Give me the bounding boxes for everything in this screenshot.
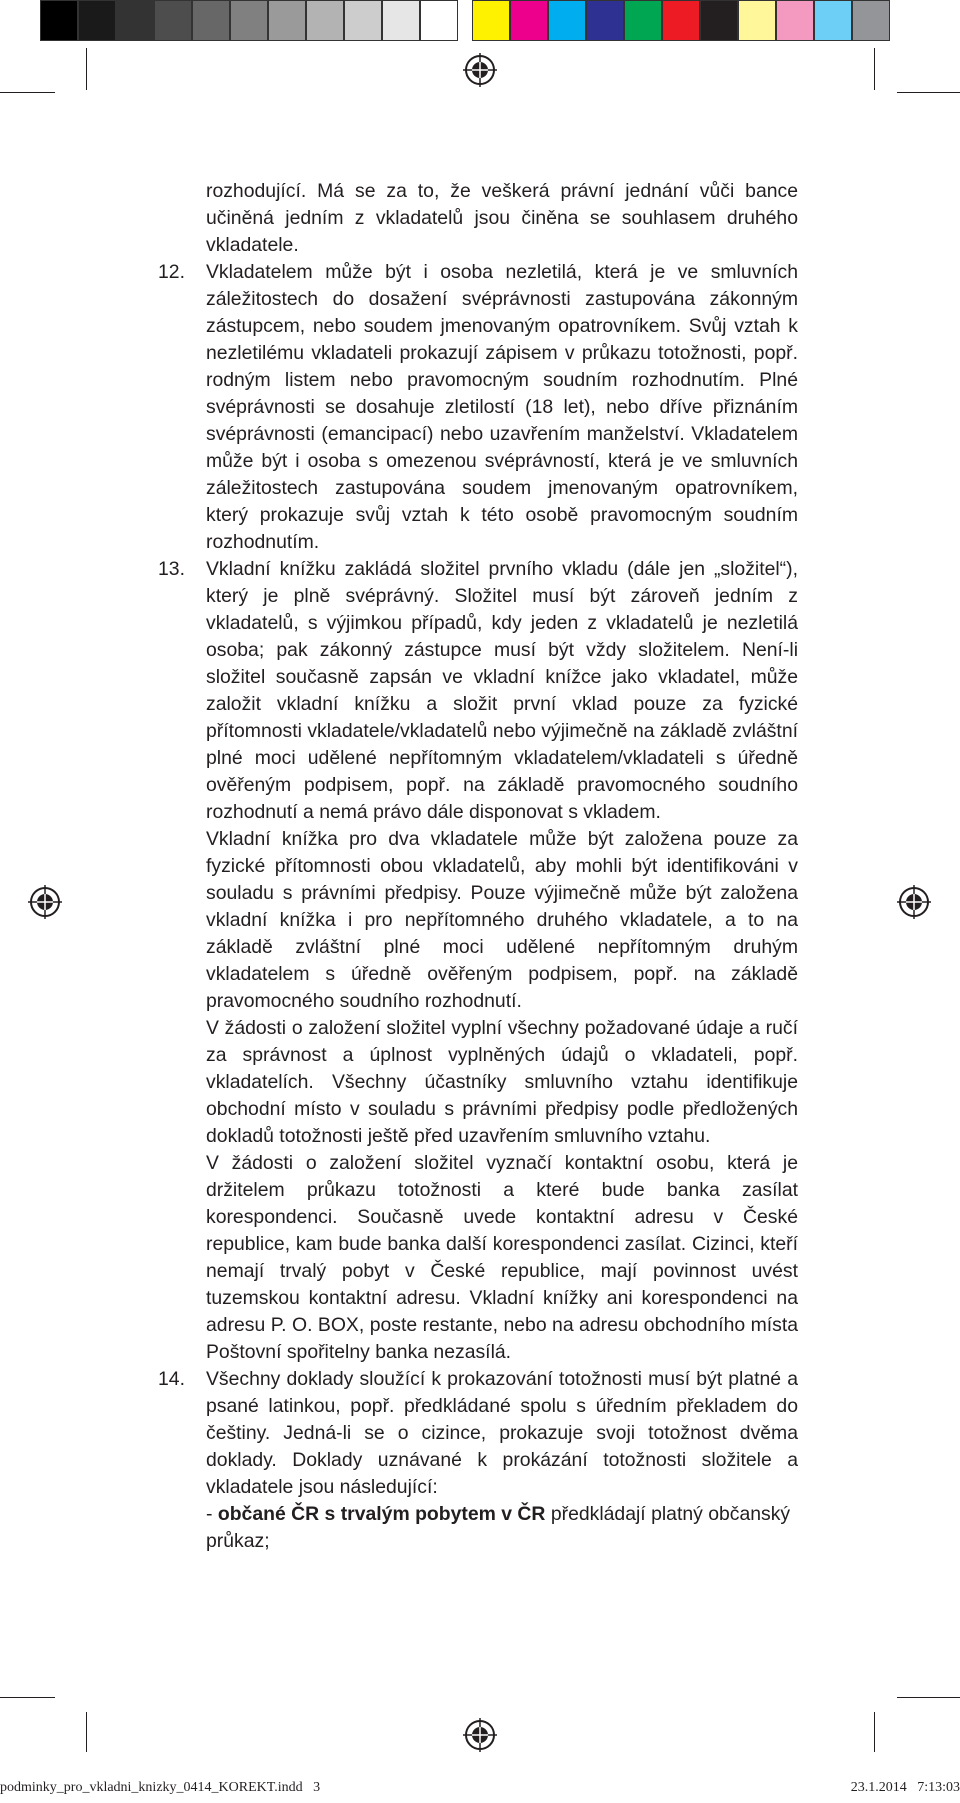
color-swatch [700,0,738,41]
text: předkládají platný občanský průkaz; [206,1503,791,1552]
color-swatch [776,0,814,41]
crop-mark [897,1697,960,1698]
gray-swatch [268,0,306,41]
gray-swatch [230,0,268,41]
paragraph: V žádosti o založení složitel vyznačí kontaktní osobu, která je držitelem průkazu totožnosti a které bude banka zasílat korespondenci. Současně uvede kontaktní adresu v České republice, kam bude banka další korespondenci zasílat. Cizinci, kteří nemají trvalý pobyt v České republice, mají povinnost uvést tuzemskou kontaktní adresu. Vkladní knížky ani korespondenci na adresu P. O. BOX, poste restante, nebo na adresu obchodního místa Poštovní spořitelny banka nezasílá. [206,1152,798,1363]
registration-mark-icon [463,53,497,87]
paragraph: Vkladní knížku zakládá složitel prvního vkladu (dále jen „složitel“), který je plně svéprávný. Složitel musí být zároveň jedním z vkladatelů, s výjimkou případů, kdy jeden z vkladatelů je nezletilá osoba; pak zákonný zástupce musí být vždy složitelem. Není-li složitel současně zapsán ve vkladní knížce jako vkladatel, může založit vkladní knížku a složit první vklad pouze za fyzické přítomnosti vkladatele/vkladatelů nebo výjimečně na základě zvláštní plné moci udělené nepřítomným vkladatelem/vkladateli s úředně ověřeným podpisem, popř. na základě pravomocného soudního rozhodnutí a nemá právo dále disponovat s vkladem. [206,558,798,823]
color-swatch [738,0,776,41]
paragraph: Vkladní knížka pro dva vkladatele může být založena pouze za fyzické přítomnosti obou vkladatelů, aby mohli být identifikováni v souladu s právními předpisy. Pouze výjimečně může být založena vkladní knížka i pro nepřítomného druhého vkladatele, a to na základě zvláštní plné moci udělené nepřítomným druhým vkladatelem s úředně ověřeným podpisem, popř. na základě pravomocného soudního rozhodnutí. [206,828,798,1012]
color-swatch [472,0,510,41]
color-swatch [852,0,890,41]
item-number: 12. [158,261,185,283]
color-swatch [624,0,662,41]
crop-mark [86,1712,87,1752]
gray-swatch [306,0,344,41]
footer-filename: podminky_pro_vkladni_knizky_0414_KOREKT.indd 3 [0,1780,321,1795]
list-item-14 [158,1366,798,1555]
gray-swatch [344,0,382,41]
color-swatch [548,0,586,41]
item-number: 13. [158,558,185,580]
gray-swatch [40,0,78,41]
gray-swatch [116,0,154,41]
color-swatch [586,0,624,41]
gray-swatch [382,0,420,41]
color-swatch [814,0,852,41]
crop-mark [0,1697,55,1698]
gray-swatch [192,0,230,41]
paragraph-continuation: rozhodující. Má se za to, že veškerá právní jednání vůči bance učiněná jedním z vkladatelů jsou činěna se souhlasem druhého vkladatele. [206,180,798,256]
bold-text: občané ČR s trvalým pobytem v ČR [217,1503,546,1525]
crop-mark [874,1712,875,1752]
registration-mark-icon [463,1718,497,1752]
paragraph: Všechny doklady sloužící k prokazování totožnosti musí být platné a psané latinkou, popř. předkládané spolu s úředním překladem do češtiny. Jedná-li se o cizince, prokazuje svoji totožnost dvěma doklady. Doklady uznávané k prokázání totožnosti složitele a vkladatele jsou následující: [206,1368,798,1498]
gray-swatch [420,0,458,41]
crop-mark [0,92,55,93]
color-swatch [510,0,548,41]
crop-mark [86,48,87,90]
color-calibration-bar [40,0,890,41]
bullet-line [206,1501,798,1555]
registration-mark-icon [28,885,62,919]
crop-mark [897,92,960,93]
paragraph: V žádosti o založení složitel vyplní všechny požadované údaje a ručí za správnost a úplnost vyplněných údajů o vkladateli, popř. vkladatelích. Všechny účastníky smluvního vztahu identifikuje obchodní místo v souladu s právními předpisy podle předložených dokladů totožnosti ještě před uzavřením smluvního vztahu. [206,1017,798,1147]
list-item-12 [158,259,798,556]
footer-timestamp: 23.1.2014 7:13:03 [850,1780,960,1795]
document-body [158,178,798,1555]
color-swatch [662,0,700,41]
crop-mark [874,48,875,90]
gray-swatch [154,0,192,41]
paragraph: Vkladatelem může být i osoba nezletilá, která je ve smluvních záležitostech do dosažení svéprávnosti zastupována zákonným zástupcem, nebo soudem jmenovaným opatrovníkem. Svůj vztah k nezletilému vkladateli prokazují zápisem v průkazu totožnosti, popř. rodným listem nebo pravomocným soudním rozhodnutím. Plné svéprávnosti se dosahuje zletilostí (18 let), nebo dříve přiznáním svéprávnosti (emancipací) nebo uzavřením manželství. Vkladatelem může být i osoba s omezenou svéprávností, která je ve smluvních záležitostech zastupována soudem jmenovaným opatrovníkem, který prokazuje svůj vztah k této osobě pravomocným soudním rozhodnutím. [206,261,798,553]
gray-swatch [78,0,116,41]
dash: - [206,1503,218,1525]
list-item-13 [158,556,798,1366]
item-number: 14. [158,1368,185,1390]
registration-mark-icon [897,885,931,919]
